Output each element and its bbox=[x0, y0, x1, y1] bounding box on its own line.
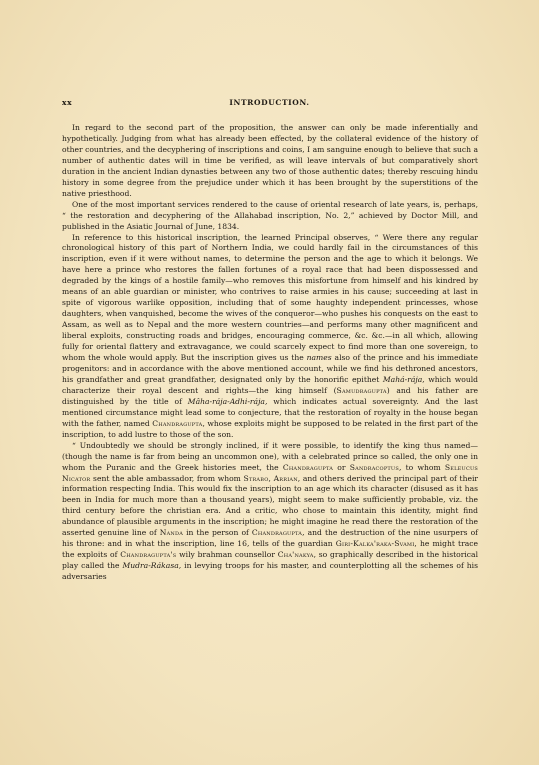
text-run: which would characterize their royal descent and rights—the king himself ( bbox=[62, 374, 478, 395]
text-run: , so graphically described in the historical play called the bbox=[62, 550, 479, 571]
small-caps-run: Strabo bbox=[243, 473, 269, 483]
small-caps-run: Seleucus Nicator bbox=[62, 462, 479, 483]
text-run: One of the most important services rendered to the cause of oriental research of late years, is, perhaps, “ the restoration and decyphering of the Allahabad inscription, No. 2,” achieved by Doctor Mill, and published in the Asiatic Journal of June, 1834. bbox=[62, 199, 478, 231]
paragraph bbox=[62, 123, 478, 200]
text-run: , to whom bbox=[398, 462, 445, 472]
text-run: , whose exploits might be supposed to be related in the first part of the inscription, to add lustre to those of the son. bbox=[62, 418, 479, 439]
italic-run: Mâha-rája-Adhi-rája, bbox=[187, 396, 268, 406]
text-run: wily brahman counsellor bbox=[176, 550, 278, 560]
text-run: In reference to this historical inscription, the learned Principal observes, “ Were there any regular chronological history of this part of Northern India, we could hardly fail in the circumstances of this inscription, even if it were without names, to determine the person and the age to which it belongs. We have here a prince who restores the fallen fortunes of a royal race that had been dispossessed and degraded by the kings of a hostile family—who removes this misfortune from himself and his kindred by means of an able guardian or minister, who contrives to raise armies in his cause; succeeding at last in spite of vigorous warlike opposition, including that of some haughty independent princesses, whose daughters, when vanquished, become the wives of the conqueror—who pushes his conquests on the east to Assam, as well as to Nepal and the more western countries—and performs many other magnificent and liberal exploits, constructing roads and bridges, encouraging commerce, &c. &c.—in all which, allowing fully for oriental flattery and extravagance, we could scarcely expect to find more than one sovereign, to whom the whole would apply. But the inscription gives us the bbox=[62, 232, 478, 363]
small-caps-run: Arrian bbox=[273, 473, 298, 483]
italic-run: names bbox=[306, 353, 332, 363]
body-text bbox=[62, 123, 478, 583]
paragraph bbox=[62, 233, 478, 441]
small-caps-run: Chandragupta bbox=[282, 462, 334, 472]
text-run: , and the destruction of the nine usurpers of his throne: and in what the inscription, line 16, tells of the guardian bbox=[62, 528, 478, 549]
small-caps-run: Sandracoptus bbox=[349, 462, 399, 472]
small-caps-run: Chandragupta bbox=[251, 528, 303, 538]
text-run: in the person of bbox=[183, 528, 252, 538]
text-run: , bbox=[268, 473, 274, 483]
paragraph bbox=[62, 200, 478, 233]
italic-run: Mudra-Rákasa, bbox=[122, 561, 182, 571]
page-header bbox=[62, 98, 477, 110]
small-caps-run: Cha'nakya bbox=[277, 550, 314, 560]
text-run: which indicates actual sovereignty. And the last mentioned circumstance might lead some to conjecture, that the restoration of royalty in the house began with the father, named bbox=[62, 396, 479, 428]
italic-run: Mahá-rája, bbox=[382, 374, 425, 384]
small-caps-run: Giri-Kalka'raka-Svami bbox=[335, 539, 415, 549]
small-caps-run: Chandragupta's bbox=[120, 550, 177, 560]
text-run: “ Undoubtedly we should be strongly inclined, if it were possible, to identify the king thus named—(though the name is far from being an uncommon one), with a celebrated prince so called, the only one in whom the Puranic and the Greek histories meet, the bbox=[62, 440, 478, 472]
text-run: in levying troops for his master, and counterplotting all the schemes of his adversaries bbox=[62, 561, 478, 582]
text-run: ) and his father are distinguished by the title of bbox=[62, 385, 479, 406]
text-run: also of the prince and his immediate progenitors: and in accordance with the above mentioned account, while we find his dethroned ancestors, his grandfather and great grandfather, designated only by the honorific epithet bbox=[62, 353, 478, 384]
text-run: , he might trace the exploits of bbox=[62, 539, 478, 560]
text-run: In regard to the second part of the proposition, the answer can only be made inferentially and hypothetically. Judging from what has already been effected, by the collateral evidence of the history of other countries, and the decyphering of inscriptions and coins, I am sanguine enough to believe that such a number of authentic dates will in time be verified, as will leave intervals of but comparatively short duration in the ancient Indian dynasties between any two of those authentic dates; thereby rescuing hindu history in some degree from the prejudice under which it has been brought by the superstitions of the native priesthood. bbox=[62, 123, 478, 198]
small-caps-run: Samudragupta bbox=[336, 385, 387, 395]
page-number: xx bbox=[62, 98, 73, 107]
text-run: or bbox=[333, 462, 350, 472]
small-caps-run: Chandragupta bbox=[152, 418, 203, 428]
paragraph bbox=[62, 441, 478, 583]
text-run: sent the able ambassador, from whom bbox=[90, 473, 244, 483]
running-title: INTRODUCTION. bbox=[229, 98, 310, 107]
text-run: , and others derived the principal part of their information respecting India. This would fix the inscription to an age which its character (disused as it has been in India for much more than a thousand years), might seem to make sufficiently probable, viz. the third century before the christian era. And a critic, who chose to maintain this identity, might find abundance of plausible arguments in the inscription; he might imagine he read there the restoration of the asserted genuine line of bbox=[62, 473, 479, 538]
small-caps-run: Nanda bbox=[159, 528, 184, 538]
